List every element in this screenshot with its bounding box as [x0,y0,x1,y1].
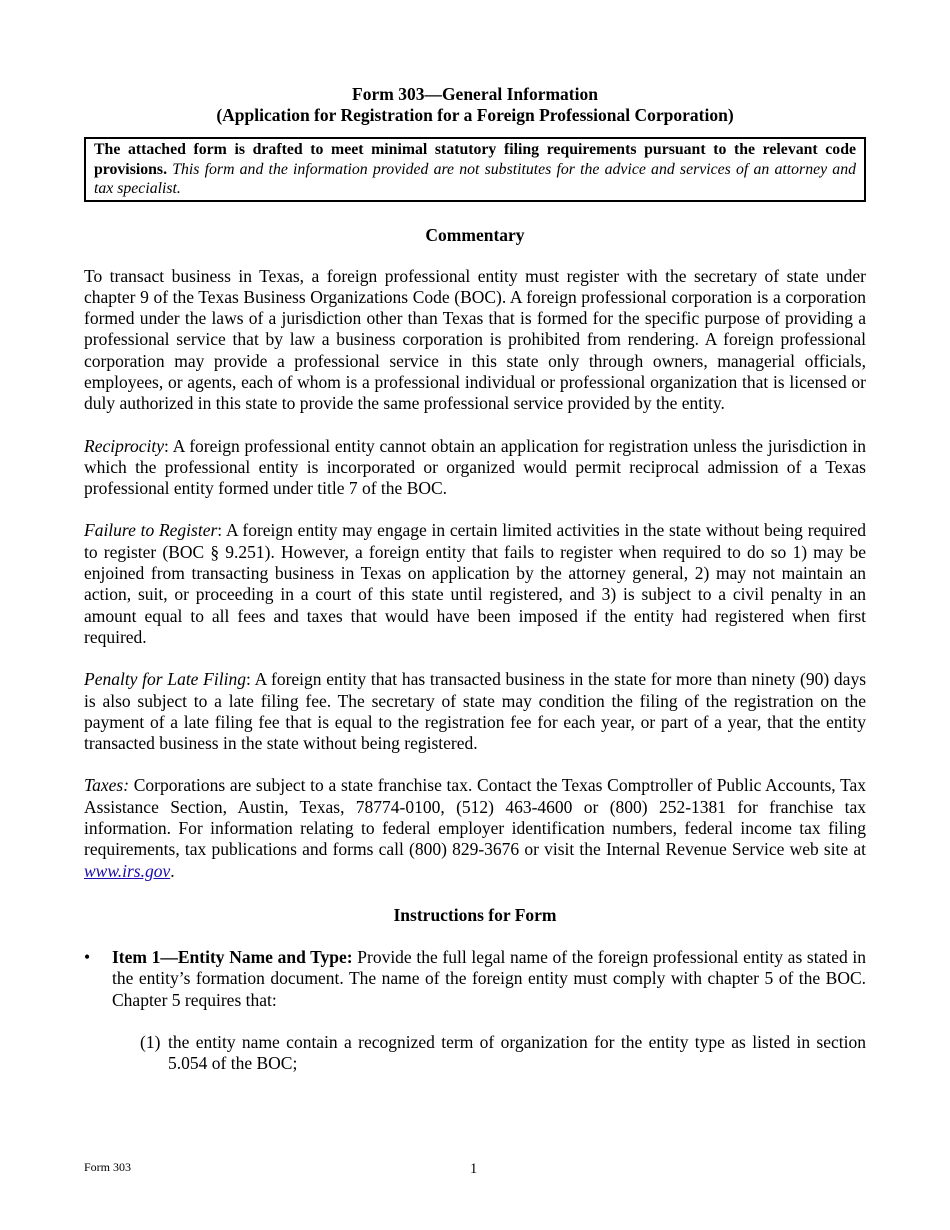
failure-paragraph [84,520,866,648]
taxes-lead: Taxes: [84,775,130,796]
irs-link[interactable]: www.irs.gov [84,860,171,881]
reciprocity-text: : A foreign professional entity cannot obtain an application for registration unless the jurisdiction in which the professional entity is incorporated or organized would permit reciprocal admission of a Texas professional entity formed under title 7 of the BOC. [84,435,866,499]
item1-lead: Item 1—Entity Name and Type: [112,946,353,967]
bullet-icon: • [84,946,91,967]
disclaimer-italic: This form and the information provided are not substitutes for the advice and services of an attorney and tax specialist. [94,160,856,197]
commentary-intro: To transact business in Texas, a foreign professional entity must register with the secretary of state under chapter 9 of the Texas Business Organizations Code (BOC). A foreign professional corporation is a corporation formed under the laws of a jurisdiction other than Texas that is formed for the specific purpose of providing a professional service that by law a business corporation is prohibited from rendering. A foreign professional corporation may provide a professional service in this state only through owners, managerial officials, employees, or agents, each of whom is a professional individual or professional organization that is licensed or duly authorized in this state to provide the same professional service provided by the entity. [84,265,866,414]
reciprocity-lead: Reciprocity [84,435,165,456]
title-line-2: (Application for Registration for a Foreign Professional Corporation) [216,105,734,125]
sub-item-number: (1) [140,1031,161,1052]
reciprocity-paragraph [84,436,866,500]
penalty-paragraph [84,669,866,754]
item1-text-block [112,947,866,1011]
disclaimer-bold: The attached form is drafted to meet minimal statutory filing requirements pursuant to the relevant code provisions. [94,141,856,178]
sub-item-text: the entity name contain a recognized term of organization for the entity type as listed in section 5.054 of the BOC; [168,1031,866,1074]
failure-text: : A foreign entity may engage in certain limited activities in the state without being required to register (BOC § 9.251). However, a foreign entity that fails to register when required to do so 1) may be enjoined from transacting business in Texas on application by the attorney general, 2) may not maintain an action, suit, or proceeding in a court of this state until registered, and 3) is subject to a civil penalty in an amount equal to all fees and taxes that would have been imposed if the entity had registered when first required. [84,520,866,647]
disclaimer-box [84,137,866,202]
taxes-text: Corporations are subject to a state franchise tax. Contact the Texas Comptroller of Public Accounts, Tax Assistance Section, Austin, Texas, 78774-0100, (512) 463-4600 or (800) 252-1381 for franchise tax information. For information relating to federal employer identification numbers, federal income tax filing requirements, tax publications and forms call (800) 829-3676 or visit the Internal Revenue Service web site at [84,775,866,860]
failure-lead: Failure to Register [84,520,218,541]
footer-form-label: Form 303 [84,1160,132,1174]
taxes-end: . [170,860,175,881]
page-number: 1 [470,1161,478,1177]
sub-item-1 [140,1032,866,1075]
instructions-heading: Instructions for Form [393,904,557,925]
page-title [84,84,866,126]
title-line-1: Form 303—General Information [352,84,598,104]
document-page [84,84,866,1074]
instruction-item-1 [84,947,866,1011]
penalty-lead: Penalty for Late Filing [84,669,246,690]
taxes-paragraph [84,775,866,881]
item1-text: Provide the full legal name of the foreign professional entity as stated in the entity’s formation document. The name of the foreign entity must comply with chapter 5 of the BOC. Chapter 5 requires that: [112,946,866,1010]
penalty-text: : A foreign entity that has transacted business in the state for more than ninety (90) days is also subject to a late filing fee. The secretary of state may condition the filing of the registration on the payment of a late filing fee that is equal to the registration fee for each year, or part of a year, that the entity transacted business in the state without being registered. [84,669,866,754]
commentary-heading: Commentary [425,224,525,245]
